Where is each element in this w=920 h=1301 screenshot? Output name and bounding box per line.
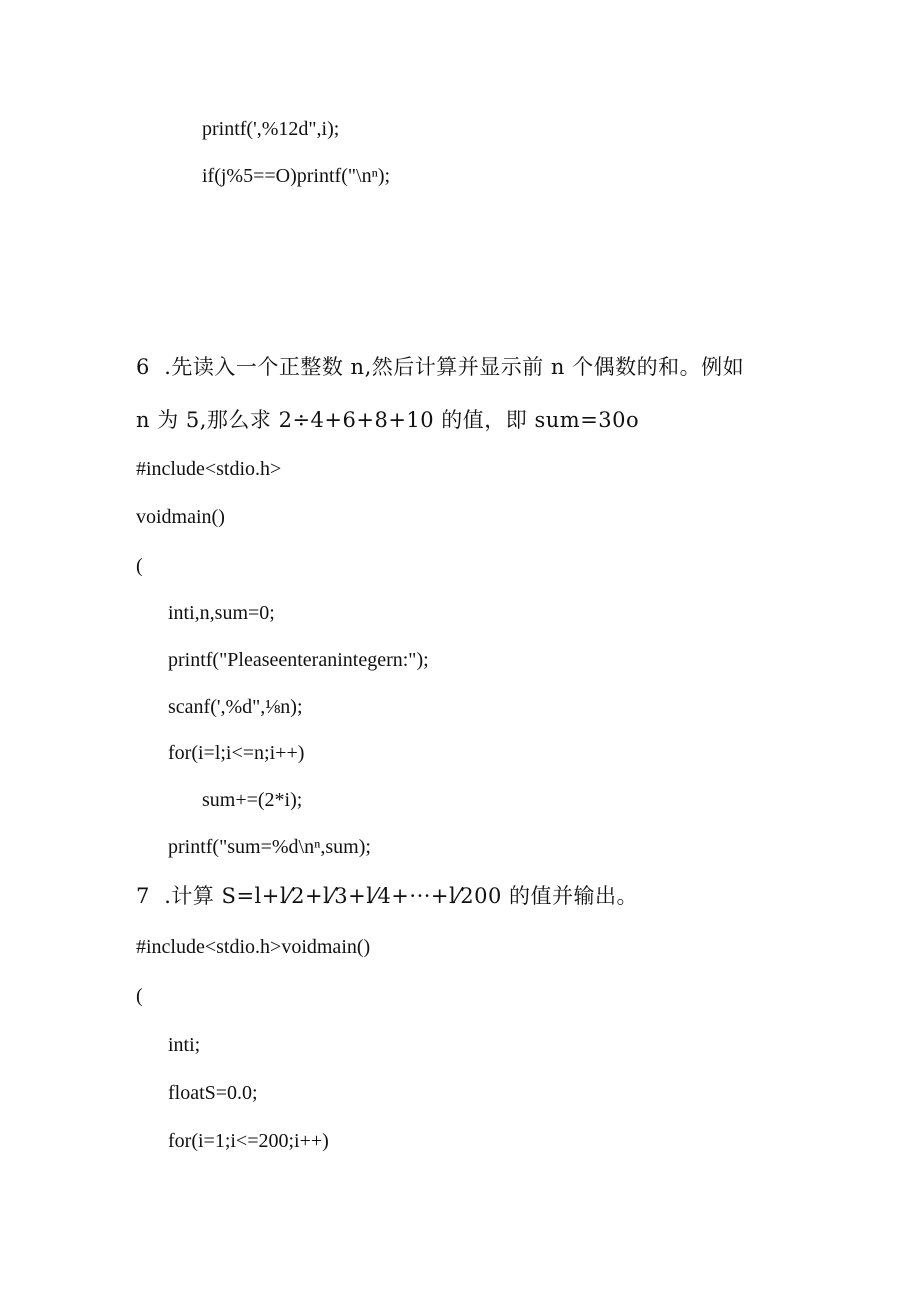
code-line: for(i=1;i<=200;i++) — [168, 1130, 329, 1152]
code-line: inti,n,sum=0; — [168, 602, 275, 624]
code-line: ( — [136, 555, 143, 577]
code-line: #include<stdio.h>voidmain() — [136, 936, 371, 958]
code-line: printf("Pleaseenteranintegern:"); — [168, 649, 429, 671]
question-6-text: 6 .先读入一个正整数 n,然后计算并显示前 n 个偶数的和。例如 — [136, 355, 745, 379]
code-line: ( — [136, 985, 143, 1007]
question-6-text-continued: n 为 5,那么求 2÷4+6+8+10 的值，即 sum=30o — [136, 408, 640, 432]
code-line: voidmain() — [136, 506, 225, 528]
code-line: inti; — [168, 1034, 201, 1056]
code-line: floatS=0.0; — [168, 1082, 258, 1104]
question-7-text: 7 .计算 S=l+l⁄2+l⁄3+l⁄4+···+l⁄200 的值并输出。 — [136, 884, 638, 908]
code-line: if(j%5==O)printf("\nⁿ); — [202, 165, 391, 187]
code-line: #include<stdio.h> — [136, 458, 282, 480]
code-line: for(i=l;i<=n;i++) — [168, 742, 305, 764]
code-line: printf(',%12d",i); — [202, 118, 340, 140]
code-line: printf("sum=%d\nⁿ,sum); — [168, 836, 371, 858]
code-line: sum+=(2*i); — [202, 789, 303, 811]
code-line: scanf(',%d",⅛n); — [168, 696, 303, 718]
